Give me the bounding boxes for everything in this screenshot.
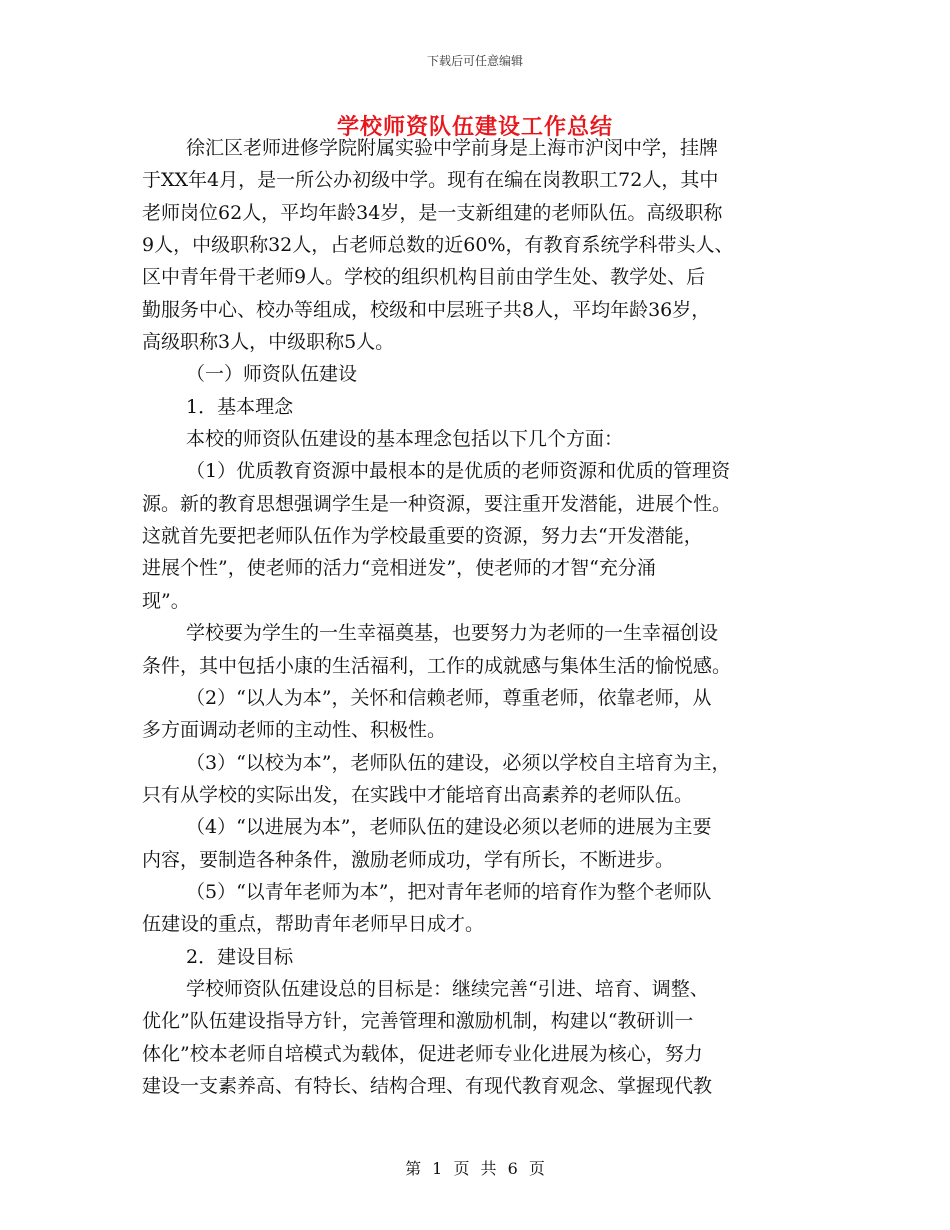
paragraph-line: 进展个性”，使老师的活力“竞相迸发”，使老师的才智“充分涌 bbox=[142, 557, 656, 580]
paragraph-line: （1）优质教育资源中最根本的是优质的老师资源和优质的管理资 bbox=[186, 460, 731, 483]
paragraph-line: 内容，要制造各种条件，激励老师成功，学有所长，不断进步。 bbox=[142, 848, 675, 871]
paragraph-line: 于XX年4月，是一所公办初级中学。现有在编在岗教职工72人，其中 bbox=[142, 169, 719, 192]
paragraph-line: 勤服务中心、校办等组成，校级和中层班子共8人，平均年龄36岁， bbox=[142, 298, 711, 321]
paragraph-line: 伍建设的重点，帮助青年老师早日成才。 bbox=[142, 913, 485, 936]
paragraph-line: （4）“以进展为本”，老师队伍的建设必须以老师的进展为主要 bbox=[186, 816, 712, 839]
paragraph-line: 现”。 bbox=[142, 589, 190, 612]
document-body bbox=[142, 132, 832, 1102]
paragraph-line: 学校要为学生的一生幸福奠基，也要努力为老师的一生幸福创设 bbox=[186, 622, 719, 645]
paragraph-line: 本校的师资队伍建设的基本理念包括以下几个方面： bbox=[186, 428, 624, 451]
paragraph-line: （3）“以校为本”，老师队伍的建设，必须以学校自主培育为主， bbox=[186, 751, 731, 774]
paragraph-line: 学校师资队伍建设总的目标是：继续完善“引进、培育、调整、 bbox=[186, 977, 709, 1000]
paragraph-line: 区中青年骨干老师9人。学校的组织机构目前由学生处、教学处、后 bbox=[142, 266, 706, 289]
paragraph-line: 源。新的教育思想强调学生是一种资源，要注重开发潜能，进展个性。 bbox=[142, 492, 732, 515]
page-header-note: 下载后可任意编辑 bbox=[426, 54, 523, 68]
page-number: 第 1 页 共 6 页 bbox=[405, 1159, 545, 1178]
subsection-heading: 1．基本理念 bbox=[186, 395, 294, 418]
paragraph-line: 9人，中级职称32人，占老师总数的近60%，有教育系统学科带头人、 bbox=[142, 234, 734, 257]
paragraph-line: 条件，其中包括小康的生活福利，工作的成就感与集体生活的愉悦感。 bbox=[142, 654, 732, 677]
paragraph-line: 优化”队伍建设指导方针，完善管理和激励机制，构建以“教研训一 bbox=[142, 1010, 694, 1033]
paragraph-line: 徐汇区老师进修学院附属实验中学前身是上海市沪闵中学，挂牌 bbox=[186, 137, 719, 159]
paragraph-line: 体化”校本老师自培模式为载体，促进老师专业化进展为核心，努力 bbox=[142, 1042, 703, 1065]
paragraph-line: （2）“以人为本”，关怀和信赖老师，尊重老师，依靠老师，从 bbox=[186, 686, 712, 709]
paragraph-line: 老师岗位62人，平均年龄34岁，是一支新组建的老师队伍。高级职称 bbox=[142, 201, 723, 224]
paragraph-line: 高级职称3人，中级职称5人。 bbox=[142, 331, 395, 354]
paragraph-line: （5）“以青年老师为本”，把对青年老师的培育作为整个老师队 bbox=[186, 880, 712, 903]
paragraph-line: 多方面调动老师的主动性、积极性。 bbox=[142, 719, 447, 742]
section-heading: （一）师资队伍建设 bbox=[186, 363, 358, 386]
document-title: 学校师资队伍建设工作总结 bbox=[336, 115, 613, 140]
subsection-heading: 2．建设目标 bbox=[186, 945, 294, 968]
paragraph-line: 这就首先要把老师队伍作为学校最重要的资源，努力去“开发潜能， bbox=[142, 525, 703, 548]
paragraph-line: 只有从学校的实际出发，在实践中才能培育出高素养的老师队伍。 bbox=[142, 783, 694, 806]
paragraph-line: 建设一支素养高、有特长、结构合理、有现代教育观念、掌握现代教 bbox=[142, 1074, 713, 1097]
